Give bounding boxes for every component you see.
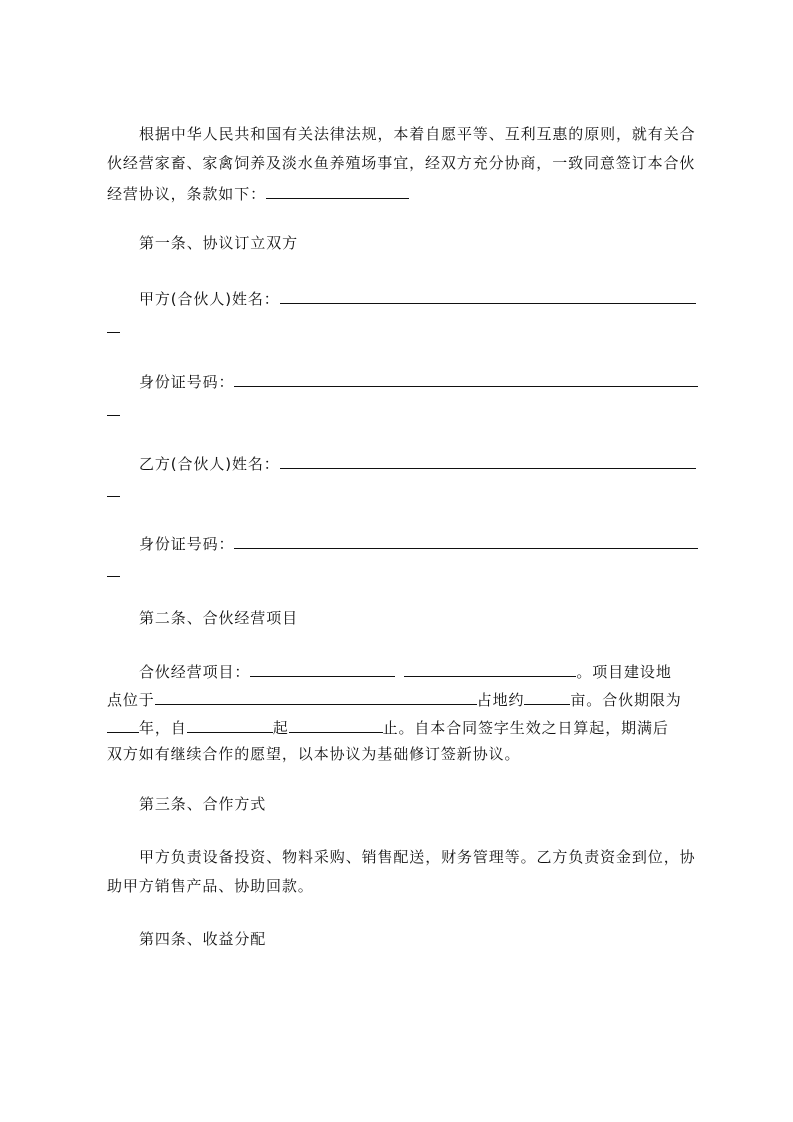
- project-row: [139, 661, 701, 681]
- project-field-2[interactable]: [404, 661, 576, 677]
- site-field[interactable]: [155, 689, 477, 705]
- party-b-name-row: [139, 453, 701, 473]
- party-b-id-label: 身份证号码：: [139, 535, 235, 553]
- party-a-id-label: 身份证号码：: [139, 373, 235, 391]
- party-a-id-field[interactable]: [234, 371, 698, 387]
- site-label: 点位于: [107, 691, 155, 709]
- party-b-name-field[interactable]: [280, 453, 696, 469]
- end-date-field[interactable]: [289, 717, 383, 733]
- party-b-id-field[interactable]: [234, 533, 698, 549]
- party-b-name-label: 乙方(合伙人)姓名：: [139, 455, 280, 473]
- party-a-name-row: [139, 288, 701, 308]
- party-a-id-row: [139, 371, 701, 391]
- area-label: 占地约: [476, 691, 525, 709]
- term-row: [107, 717, 701, 737]
- intro-text: 经营协议，条款如下：: [107, 185, 267, 203]
- article-3-heading: 第三条、合作方式: [139, 795, 267, 813]
- end-text: 止。自本合同签字生效之日算起，期满后: [382, 719, 669, 737]
- intro-line-2: 伙经营家畜、家禽饲养及淡水鱼养殖场事宜，经双方充分协商，一致同意签订本合伙: [107, 154, 696, 172]
- area-unit-text: 亩。合伙期限为: [570, 691, 682, 709]
- article-2-last-line: 双方如有继续合作的愿望，以本协议为基础修订签新协议。: [107, 745, 521, 763]
- site-text: 。项目建设地: [576, 663, 672, 681]
- party-b-name-field-cont[interactable]: [107, 481, 120, 497]
- continuation-line: [107, 317, 701, 337]
- party-a-name-field-cont[interactable]: [107, 317, 120, 333]
- article-3-line-1: 甲方负责设备投资、物料采购、销售配送，财务管理等。乙方负责资金到位，协: [139, 848, 696, 866]
- start-date-field[interactable]: [187, 717, 273, 733]
- intro-line-1: 根据中华人民共和国有关法律法规，本着自愿平等、互利互惠的原则，就有关合: [139, 125, 696, 143]
- start-text: 起: [272, 719, 289, 737]
- project-label: 合伙经营项目：: [139, 663, 251, 681]
- project-field-1[interactable]: [250, 661, 395, 677]
- intro-line-3: [107, 183, 701, 203]
- continuation-line: [107, 400, 701, 420]
- article-4-heading: 第四条、收益分配: [139, 930, 267, 948]
- party-b-id-field-cont[interactable]: [107, 561, 120, 577]
- continuation-line: [107, 481, 701, 501]
- article-1-heading: 第一条、协议订立双方: [139, 234, 299, 252]
- year-from-text: 年，自: [139, 719, 187, 737]
- party-a-name-label: 甲方(合伙人)姓名：: [139, 290, 280, 308]
- article-3-line-2: 助甲方销售产品、协助回款。: [107, 877, 314, 895]
- party-b-id-row: [139, 533, 701, 553]
- article-2-heading: 第二条、合伙经营项目: [139, 609, 299, 627]
- area-field[interactable]: [524, 689, 570, 705]
- party-a-name-field[interactable]: [280, 288, 696, 304]
- continuation-line: [107, 561, 701, 581]
- blank-field[interactable]: [266, 183, 409, 199]
- site-row: [107, 689, 701, 709]
- term-years-field[interactable]: [107, 717, 139, 733]
- party-a-id-field-cont[interactable]: [107, 400, 120, 416]
